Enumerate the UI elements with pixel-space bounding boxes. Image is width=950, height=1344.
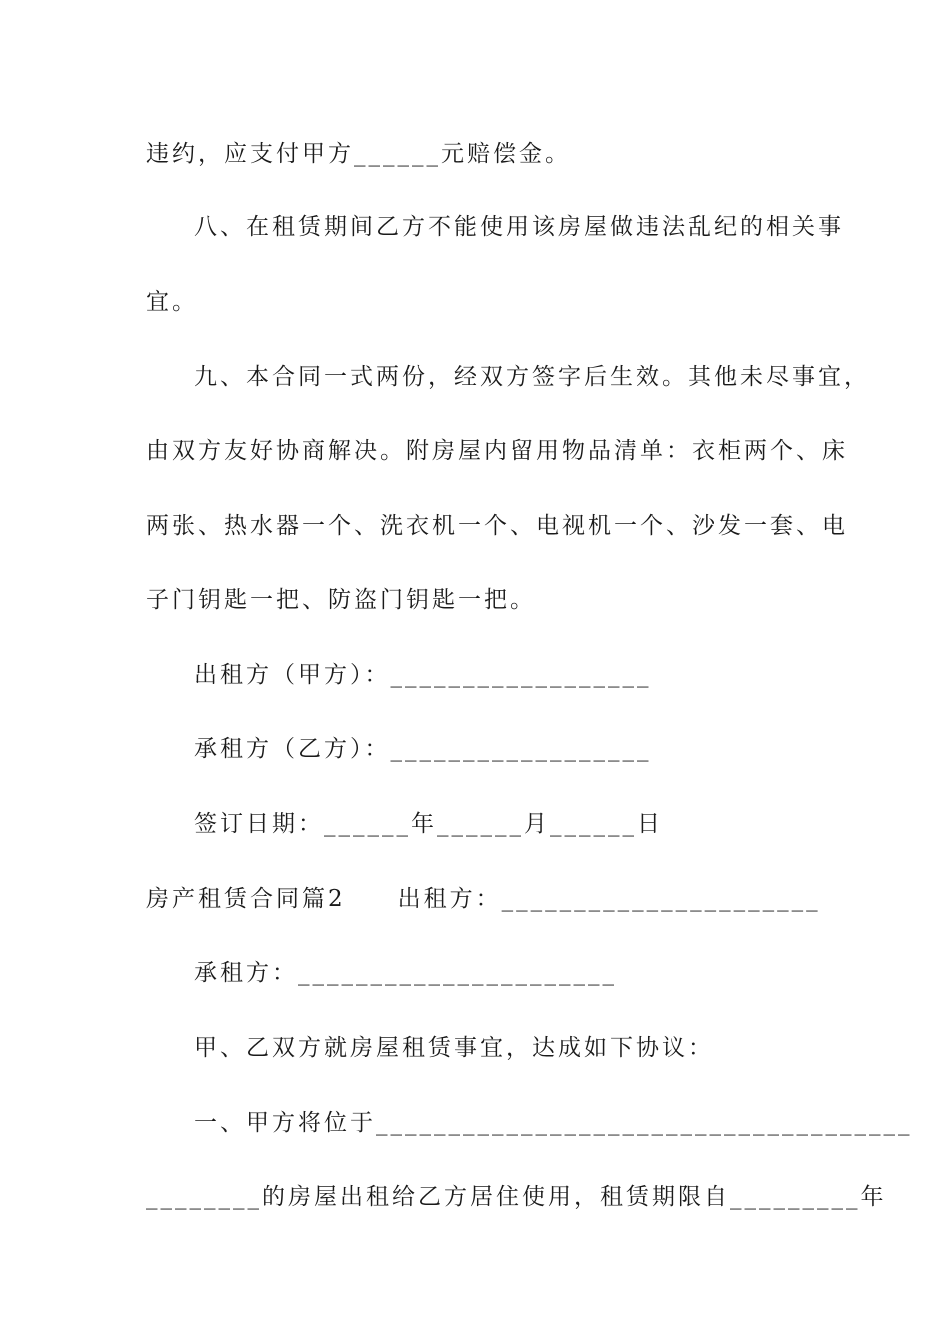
contract-2-lessee: 承租方：______________________ bbox=[194, 960, 617, 986]
contract-2-clause-1-line-1: 一、甲方将位于_____________________________________ bbox=[194, 1110, 913, 1136]
clause-7-continuation: 违约，应支付甲方______元赔偿金。 bbox=[146, 141, 571, 167]
contract-2-heading: 房产租赁合同篇2 出租方：______________________ bbox=[146, 886, 821, 912]
clause-9-line-1: 九、本合同一式两份，经双方签字后生效。其他未尽事宜， bbox=[194, 364, 870, 390]
contract-2-clause-1-line-2: ________的房屋出租给乙方居住使用，租赁期限自_________年 bbox=[146, 1184, 887, 1210]
lessee-signature-line: 承租方（乙方）：__________________ bbox=[194, 736, 652, 762]
contract-2-intro: 甲、乙双方就房屋租赁事宜，达成如下协议： bbox=[194, 1035, 714, 1061]
clause-9-line-2: 由双方友好协商解决。附房屋内留用物品清单：衣柜两个、床 bbox=[146, 438, 848, 464]
signing-date-line: 签订日期：______年______月______日 bbox=[194, 811, 663, 837]
clause-9-line-4: 子门钥匙一把、防盗门钥匙一把。 bbox=[146, 587, 536, 613]
clause-8-line-2: 宜。 bbox=[146, 289, 198, 315]
clause-9-line-3: 两张、热水器一个、洗衣机一个、电视机一个、沙发一套、电 bbox=[146, 513, 848, 539]
clause-8-line-1: 八、在租赁期间乙方不能使用该房屋做违法乱纪的相关事 bbox=[194, 214, 844, 240]
lessor-signature-line: 出租方（甲方）：__________________ bbox=[194, 662, 652, 688]
